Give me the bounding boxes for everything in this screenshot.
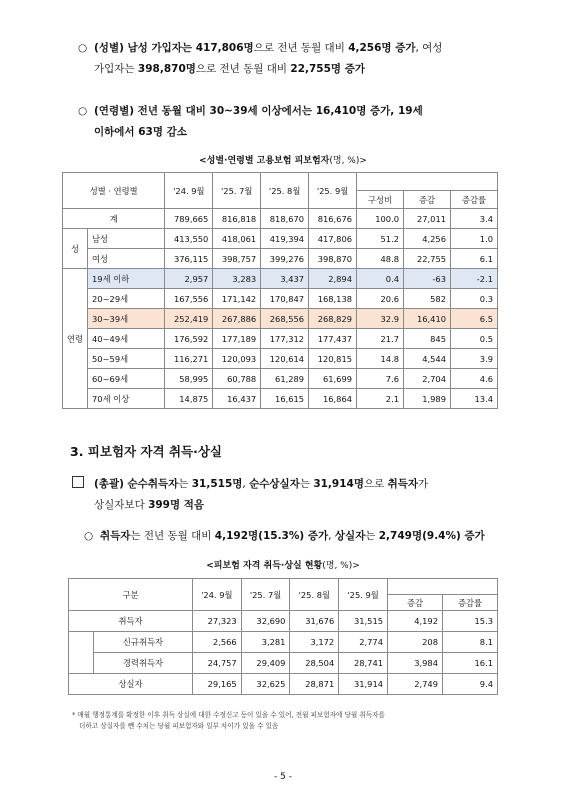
cell: 376,115 xyxy=(165,249,213,269)
cell: 252,419 xyxy=(165,309,213,329)
cell: 168,138 xyxy=(309,289,357,309)
acquisition-loss-table xyxy=(68,578,498,695)
cell: 4,256 xyxy=(404,229,451,249)
table1-corner: 성별 · 연령별 xyxy=(63,173,165,209)
table1-col-header: 구성비 xyxy=(357,191,404,209)
paragraph-gender xyxy=(78,38,442,80)
table2-caption: <피보험 자격 취득·상실 현황(명, %)> xyxy=(206,561,360,571)
cell: 28,741 xyxy=(339,653,388,674)
cell: 2,749 xyxy=(388,674,443,695)
footnote-line1: * 매월 행정통계를 확정한 이후 취득 상실에 대한 수정신고 등이 있을 수 있어, 전월 피보험자에 당월 취득자를 xyxy=(72,711,385,719)
cell: 582 xyxy=(404,289,451,309)
table1-row-age-2 xyxy=(63,309,498,329)
group-label-gender: 성 xyxy=(63,229,88,269)
cell: 13.4 xyxy=(451,389,498,409)
cell: 14,875 xyxy=(165,389,213,409)
paragraph-age-line2: 이하에서 63명 감소 xyxy=(94,126,187,138)
cell: 816,818 xyxy=(213,209,261,229)
table1-row-male xyxy=(63,229,498,249)
group-label-age: 연령 xyxy=(63,269,88,409)
row-label: 상실자 xyxy=(69,674,193,695)
cell: 2.1 xyxy=(357,389,404,409)
cell: 29,409 xyxy=(241,653,290,674)
cell: 816,676 xyxy=(309,209,357,229)
cell: 268,829 xyxy=(309,309,357,329)
table1-row-age-1 xyxy=(63,289,498,309)
cell: 267,886 xyxy=(213,309,261,329)
cell: 167,556 xyxy=(165,289,213,309)
cell: 4.6 xyxy=(451,369,498,389)
cell: 0.4 xyxy=(357,269,404,289)
table1-row-age-3 xyxy=(63,329,498,349)
cell: 16,864 xyxy=(309,389,357,409)
cell: 15.3 xyxy=(443,611,498,632)
cell: 3.9 xyxy=(451,349,498,369)
cell: 116,271 xyxy=(165,349,213,369)
cell: 6.1 xyxy=(451,249,498,269)
cell: 4,192 xyxy=(388,611,443,632)
table1-col-header: '25. 8월 xyxy=(261,173,309,209)
table2-row-lost xyxy=(69,674,498,695)
cell: 32.9 xyxy=(357,309,404,329)
insured-by-gender-age-table xyxy=(62,172,498,409)
cell: 413,550 xyxy=(165,229,213,249)
cell: 21.7 xyxy=(357,329,404,349)
table2-col-header: '24. 9월 xyxy=(192,579,241,611)
cell: 61,289 xyxy=(261,369,309,389)
cell: 177,437 xyxy=(309,329,357,349)
cell: 120,815 xyxy=(309,349,357,369)
cell: 818,670 xyxy=(261,209,309,229)
row-label: 신규취득자 xyxy=(94,632,193,653)
paragraph-age-line1: ○ (연령별) 전년 동월 대비 30~39세 이상에서는 16,410명 증가, 19세 xyxy=(78,105,423,117)
cell: 177,189 xyxy=(213,329,261,349)
row-label: 30~39세 xyxy=(88,309,165,329)
paragraph-summary-line1: (총괄) 순수취득자는 31,515명, 순수상실자는 31,914명으로 취득자가 xyxy=(72,474,428,495)
cell: 16,410 xyxy=(404,309,451,329)
cell: 398,870 xyxy=(309,249,357,269)
cell: 789,665 xyxy=(165,209,213,229)
row-label: 취득자 xyxy=(69,611,193,632)
paragraph-acquire-loss xyxy=(84,526,485,547)
cell: 177,312 xyxy=(261,329,309,349)
table1-row-age-4 xyxy=(63,349,498,369)
paragraph-summary xyxy=(72,474,428,516)
cell: 419,394 xyxy=(261,229,309,249)
paragraph-gender-line1: ○ (성별) 남성 가입자는 417,806명으로 전년 동월 대비 4,256명 증가, 여성 xyxy=(78,42,443,54)
cell: 268,556 xyxy=(261,309,309,329)
cell: 16,615 xyxy=(261,389,309,409)
paragraph-acquire-loss-line1: ○ 취득자는 전년 동월 대비 4,192명(15.3%) 증가, 상실자는 2,749명(9.4%) 증가 xyxy=(84,530,485,542)
row-label: 경력취득자 xyxy=(94,653,193,674)
cell: 28,871 xyxy=(290,674,339,695)
table2-col-header: '25. 7월 xyxy=(241,579,290,611)
table2-col-header: 증감 xyxy=(388,595,443,611)
cell: 845 xyxy=(404,329,451,349)
cell: 2,894 xyxy=(309,269,357,289)
paragraph-summary-line2: 상실자보다 399명 적음 xyxy=(94,499,205,511)
cell: 31,676 xyxy=(290,611,339,632)
cell: 60,788 xyxy=(213,369,261,389)
table1-col-header: '25. 9월 xyxy=(309,173,357,209)
cell: 120,093 xyxy=(213,349,261,369)
table2-row-acquired xyxy=(69,611,498,632)
cell: 16.1 xyxy=(443,653,498,674)
cell: 2,704 xyxy=(404,369,451,389)
cell: 8.1 xyxy=(443,632,498,653)
table2-header-blank xyxy=(388,579,498,595)
cell: 399,276 xyxy=(261,249,309,269)
row-label: 계 xyxy=(63,209,165,229)
cell: 3,281 xyxy=(241,632,290,653)
row-label: 70세 이상 xyxy=(88,389,165,409)
table1-row-age-0 xyxy=(63,269,498,289)
cell: 16,437 xyxy=(213,389,261,409)
cell: 61,699 xyxy=(309,369,357,389)
cell: 24,757 xyxy=(192,653,241,674)
cell: 6.5 xyxy=(451,309,498,329)
cell: 2,774 xyxy=(339,632,388,653)
table2-row-career xyxy=(69,653,498,674)
cell: 2,566 xyxy=(192,632,241,653)
cell: 27,011 xyxy=(404,209,451,229)
table1-row-age-6 xyxy=(63,389,498,409)
cell: 4,544 xyxy=(404,349,451,369)
row-label: 19세 이하 xyxy=(88,269,165,289)
cell: 3,437 xyxy=(261,269,309,289)
table1-col-header: 증감률 xyxy=(451,191,498,209)
paragraph-age xyxy=(78,101,423,143)
cell: 32,625 xyxy=(241,674,290,695)
section-heading: 3. 피보험자 자격 취득·상실 xyxy=(70,444,223,459)
cell: 3,283 xyxy=(213,269,261,289)
cell: 3,984 xyxy=(388,653,443,674)
table2-header-row xyxy=(69,579,498,595)
cell: 208 xyxy=(388,632,443,653)
cell: 0.5 xyxy=(451,329,498,349)
table1-row-female xyxy=(63,249,498,269)
table1-col-header: '25. 7월 xyxy=(213,173,261,209)
cell: 14.8 xyxy=(357,349,404,369)
footnote-line2: 더하고 상실자를 뺀 수치는 당월 피보험자와 일부 차이가 있을 수 있음 xyxy=(79,722,279,730)
cell: 1.0 xyxy=(451,229,498,249)
table1-header-row xyxy=(63,173,498,191)
table2-col-header: 증감률 xyxy=(443,595,498,611)
cell: 31,515 xyxy=(339,611,388,632)
cell: 29,165 xyxy=(192,674,241,695)
cell: -63 xyxy=(404,269,451,289)
cell: -2.1 xyxy=(451,269,498,289)
row-label: 여성 xyxy=(88,249,165,269)
table1-col-header: '24. 9월 xyxy=(165,173,213,209)
cell: 7.6 xyxy=(357,369,404,389)
cell: 32,690 xyxy=(241,611,290,632)
cell: 31,914 xyxy=(339,674,388,695)
row-label: 60~69세 xyxy=(88,369,165,389)
row-label: 50~59세 xyxy=(88,349,165,369)
table1-caption: <성별·연령별 고용보험 피보험자(명, %)> xyxy=(199,156,367,166)
cell: 20.6 xyxy=(357,289,404,309)
cell: 27,323 xyxy=(192,611,241,632)
table2-indent-cell xyxy=(69,632,94,674)
cell: 28,504 xyxy=(290,653,339,674)
footnote xyxy=(72,710,512,732)
row-label: 20~29세 xyxy=(88,289,165,309)
cell: 171,142 xyxy=(213,289,261,309)
cell: 51.2 xyxy=(357,229,404,249)
table1-header-blank xyxy=(357,173,498,191)
cell: 48.8 xyxy=(357,249,404,269)
table1-total-row xyxy=(63,209,498,229)
cell: 418,061 xyxy=(213,229,261,249)
page-number: - 5 - xyxy=(274,772,292,782)
table2-corner: 구분 xyxy=(69,579,193,611)
table2-col-header: '25. 8월 xyxy=(290,579,339,611)
paragraph-gender-line2: 가입자는 398,870명으로 전년 동월 대비 22,755명 증가 xyxy=(94,63,365,75)
cell: 176,592 xyxy=(165,329,213,349)
square-bullet-icon xyxy=(72,476,84,488)
table2-row-new xyxy=(69,632,498,653)
table1-row-age-5 xyxy=(63,369,498,389)
cell: 2,957 xyxy=(165,269,213,289)
cell: 58,995 xyxy=(165,369,213,389)
cell: 3,172 xyxy=(290,632,339,653)
cell: 0.3 xyxy=(451,289,498,309)
cell: 3.4 xyxy=(451,209,498,229)
cell: 9.4 xyxy=(443,674,498,695)
cell: 22,755 xyxy=(404,249,451,269)
row-label: 40~49세 xyxy=(88,329,165,349)
table1-col-header: 증감 xyxy=(404,191,451,209)
cell: 100.0 xyxy=(357,209,404,229)
cell: 170,847 xyxy=(261,289,309,309)
cell: 120,614 xyxy=(261,349,309,369)
table2-col-header: '25. 9월 xyxy=(339,579,388,611)
cell: 1,989 xyxy=(404,389,451,409)
cell: 398,757 xyxy=(213,249,261,269)
cell: 417,806 xyxy=(309,229,357,249)
row-label: 남성 xyxy=(88,229,165,249)
